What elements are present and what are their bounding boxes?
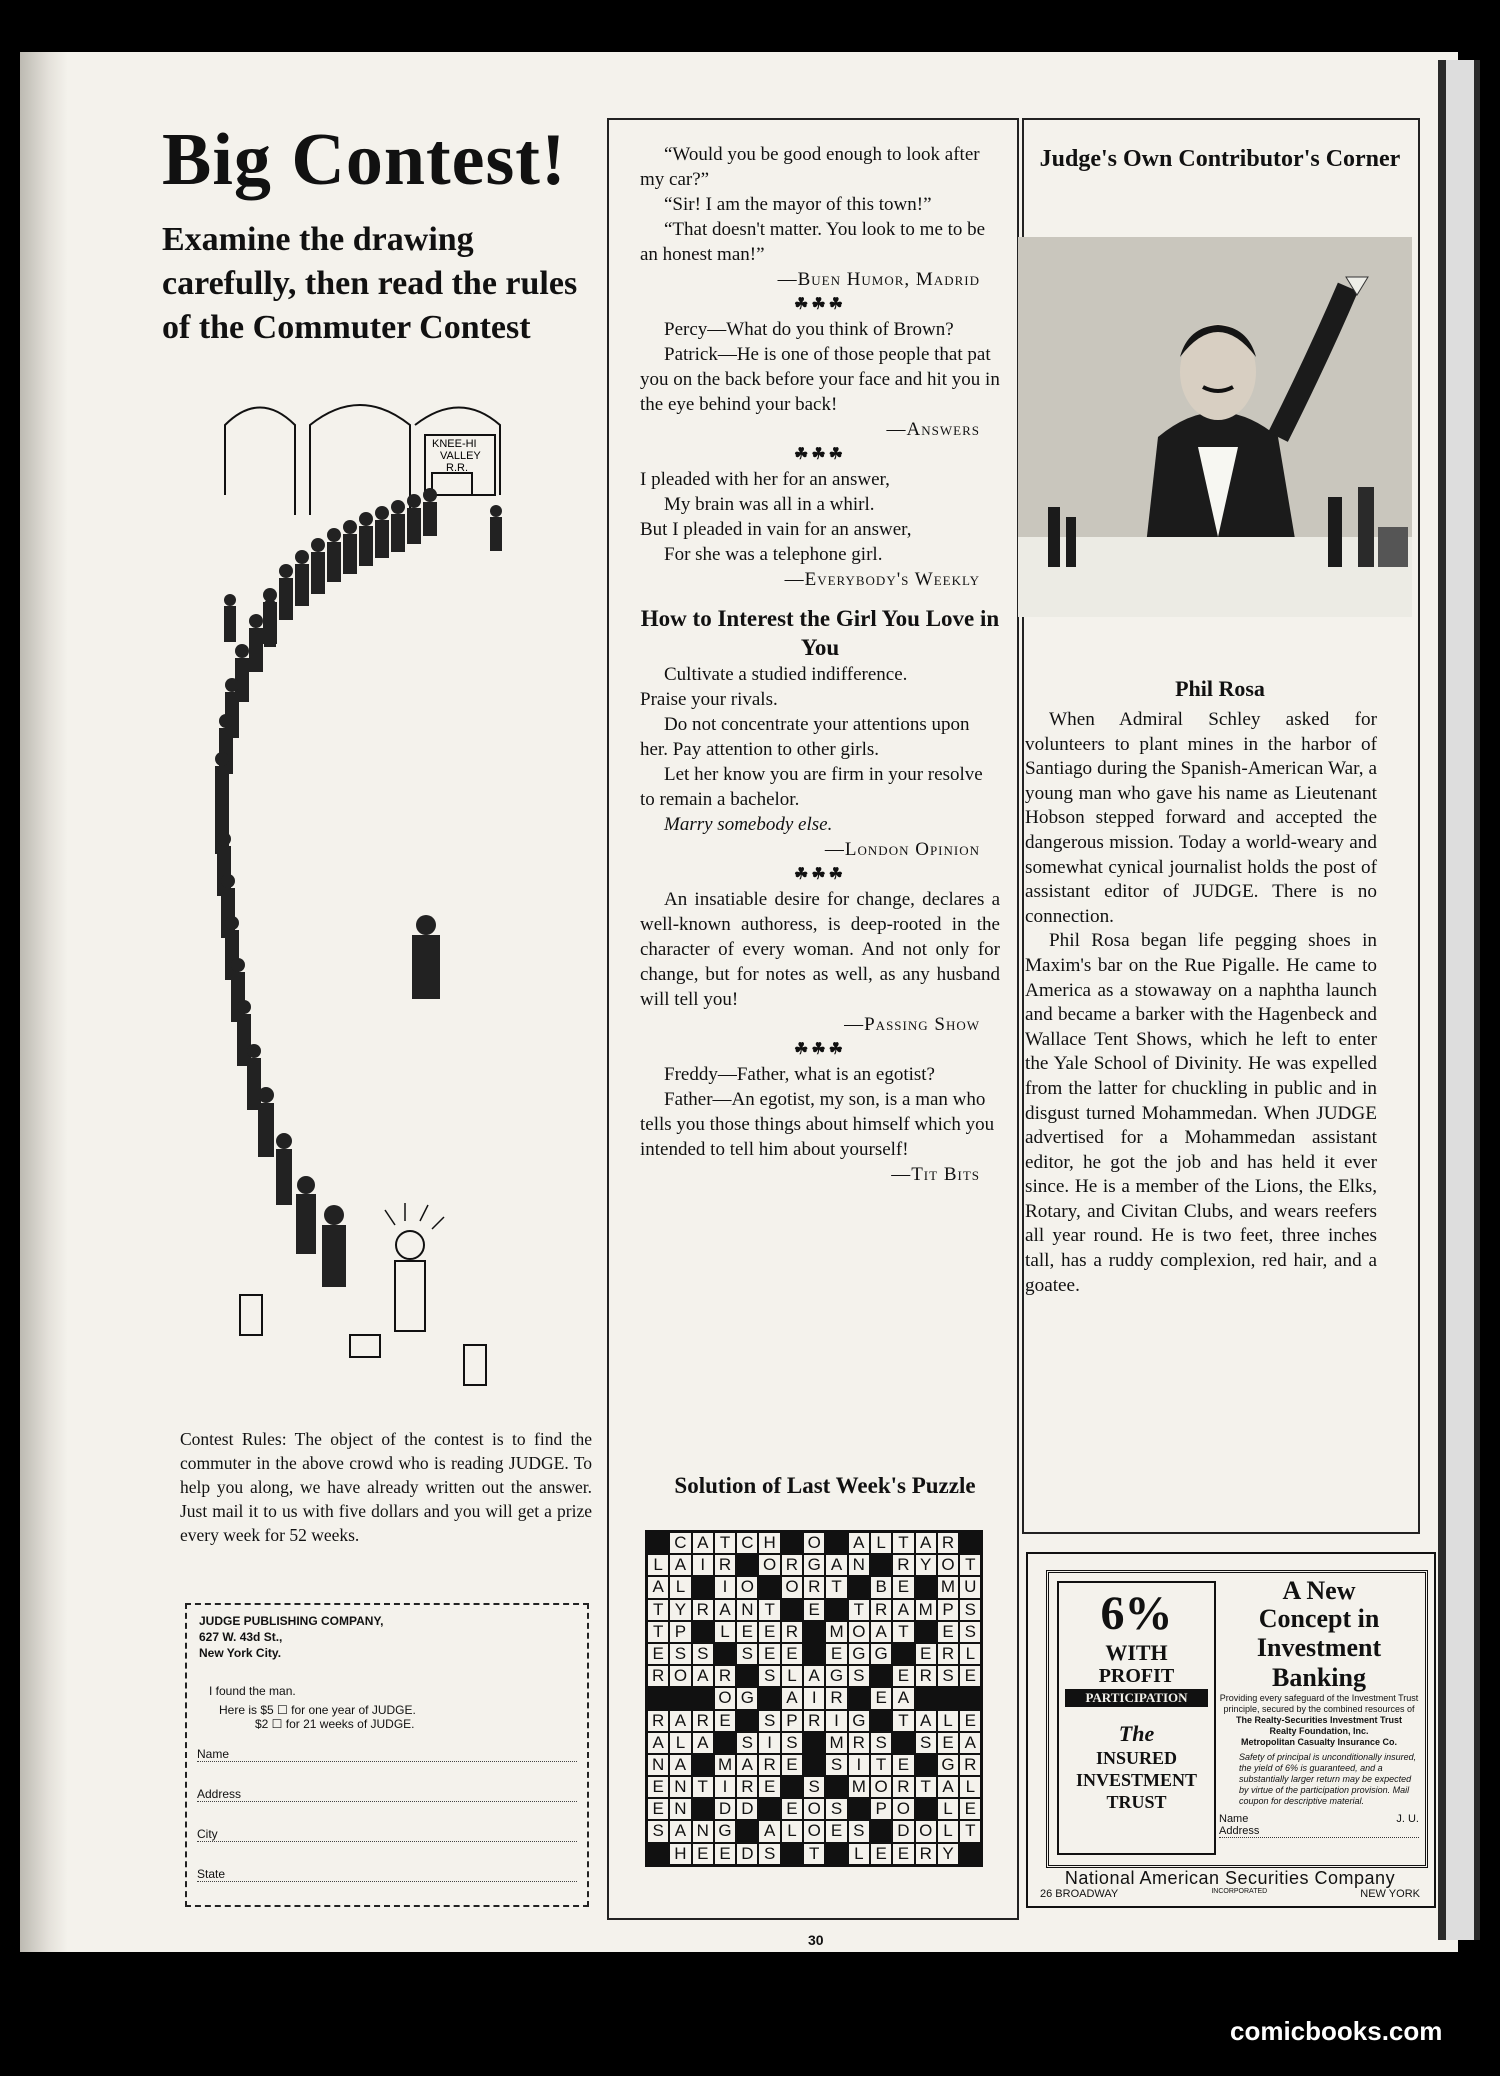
crossword-letter-cell: A: [669, 1554, 691, 1576]
crossword-letter-cell: I: [758, 1732, 780, 1754]
crossword-letter-cell: E: [692, 1843, 714, 1865]
crossword-letter-cell: R: [937, 1643, 959, 1665]
crossword-letter-cell: E: [825, 1820, 847, 1842]
crossword-letter-cell: A: [959, 1732, 981, 1754]
crossword-letter-cell: R: [714, 1554, 736, 1576]
crossword-letter-cell: M: [825, 1621, 847, 1643]
coupon-state-field[interactable]: State: [197, 1867, 577, 1882]
crossword-letter-cell: O: [669, 1665, 691, 1687]
crossword-letter-cell: E: [937, 1732, 959, 1754]
crossword-letter-cell: E: [803, 1599, 825, 1621]
crossword-black-cell: [870, 1820, 892, 1842]
crossword-letter-cell: O: [758, 1554, 780, 1576]
crossword-letter-cell: A: [669, 1754, 691, 1776]
crossword-letter-cell: L: [937, 1820, 959, 1842]
crossword-letter-cell: T: [848, 1599, 870, 1621]
crossword-letter-cell: I: [848, 1754, 870, 1776]
crossword-black-cell: [803, 1621, 825, 1643]
crossword-letter-cell: L: [959, 1643, 981, 1665]
crossword-letter-cell: S: [758, 1710, 780, 1732]
crossword-letter-cell: G: [825, 1665, 847, 1687]
puzzle-title: Solution of Last Week's Puzzle: [674, 1473, 976, 1498]
crossword-black-cell: [736, 1554, 758, 1576]
coupon-street: 627 W. 43d St.,: [199, 1630, 283, 1644]
crossword-letter-cell: E: [714, 1710, 736, 1732]
crossword-letter-cell: I: [714, 1776, 736, 1798]
crossword-letter-cell: A: [714, 1599, 736, 1621]
crossword-letter-cell: R: [736, 1776, 758, 1798]
crossword-letter-cell: T: [803, 1843, 825, 1865]
crossword-grid: [645, 1530, 983, 1867]
crossword-letter-cell: T: [870, 1754, 892, 1776]
crossword-letter-cell: R: [692, 1599, 714, 1621]
crossword-black-cell: [959, 1843, 981, 1865]
crossword-letter-cell: E: [959, 1798, 981, 1820]
commuter-cartoon: [200, 395, 600, 1410]
crossword-letter-cell: S: [848, 1820, 870, 1842]
crossword-letter-cell: M: [848, 1776, 870, 1798]
crossword-letter-cell: T: [959, 1554, 981, 1576]
crossword-black-cell: [758, 1576, 780, 1598]
crossword-letter-cell: T: [758, 1599, 780, 1621]
crossword-letter-cell: P: [870, 1798, 892, 1820]
crossword-letter-cell: N: [669, 1798, 691, 1820]
coupon-city-field[interactable]: City: [197, 1827, 577, 1842]
crossword-letter-cell: E: [647, 1643, 669, 1665]
crossword-letter-cell: T: [825, 1576, 847, 1598]
crossword-black-cell: [825, 1532, 847, 1554]
crossword-letter-cell: O: [803, 1798, 825, 1820]
crossword-letter-cell: U: [959, 1576, 981, 1598]
crossword-letter-cell: O: [781, 1576, 803, 1598]
crossword-letter-cell: G: [714, 1820, 736, 1842]
crossword-letter-cell: O: [803, 1820, 825, 1842]
contest-rules: Contest Rules: The object of the contest is to find the commuter in the above crowd who is reading JUDGE. To help you along, we have already written out the answer. Just mail it to us with five dollars and you will get a prize every week for 52 weeks.: [180, 1429, 592, 1545]
ad-left-panel: 6% WITH PROFIT PARTICIPATION The INSURED INVESTMENT TRUST: [1057, 1581, 1216, 1855]
crossword-black-cell: [915, 1687, 937, 1709]
crossword-letter-cell: L: [937, 1710, 959, 1732]
cartoon-sign-line2: VALLEY: [440, 450, 481, 462]
crossword-letter-cell: R: [892, 1554, 914, 1576]
joke-brown-source: —Answers: [886, 419, 980, 440]
crossword-letter-cell: L: [781, 1820, 803, 1842]
crossword-letter-cell: G: [736, 1687, 758, 1709]
crossword-letter-cell: S: [937, 1665, 959, 1687]
crossword-letter-cell: E: [781, 1643, 803, 1665]
crossword-black-cell: [781, 1843, 803, 1865]
crossword-letter-cell: G: [937, 1754, 959, 1776]
crossword-black-cell: [803, 1643, 825, 1665]
crossword-letter-cell: R: [803, 1710, 825, 1732]
crossword-letter-cell: O: [892, 1798, 914, 1820]
crossword-black-cell: [870, 1710, 892, 1732]
crossword-letter-cell: R: [892, 1776, 914, 1798]
crossword-black-cell: [781, 1532, 803, 1554]
crossword-letter-cell: A: [915, 1532, 937, 1554]
contributor-name: Phil Rosa: [1175, 676, 1265, 701]
crossword-black-cell: [915, 1754, 937, 1776]
crossword-letter-cell: L: [959, 1776, 981, 1798]
crossword-black-cell: [959, 1532, 981, 1554]
coupon-name-field[interactable]: Name: [197, 1747, 577, 1762]
coupon-option-year[interactable]: Here is $5 ☐ for one year of JUDGE.: [219, 1703, 416, 1717]
contributor-corner-title: Judge's Own Contributor's Corner: [1039, 146, 1401, 172]
crossword-letter-cell: T: [892, 1710, 914, 1732]
crossword-letter-cell: R: [692, 1710, 714, 1732]
crossword-black-cell: [825, 1599, 847, 1621]
crossword-letter-cell: A: [892, 1599, 914, 1621]
joke-mayor: “Would you be good enough to look after my car?” “Sir! I am the mayor of this town!” “That doesn't matter. You look to me to be an honest man!” —Buen Humor, Madrid ☘☘☘ Percy—What do you think of Brown? Patrick—He is one of those people that pat you on the back before your face and hit you in the eye behind your back! —Answers ☘☘☘ I pleaded with her for an answer, My brain was all in a whirl. But I pleaded in vain for an answer, For she was a telephone girl. —Everybody's Weekly How to Interest the Girl You Love in You Cultivate a studied indifference. Praise your rivals. Do not concentrate your attentions upon her. Pay attention to other girls. Let her know you are firm in your resolve to remain a bachelor. Marry somebody else. —London Opinion ☘☘☘ An insatiable desire for change, declares a well-known authoress, is deep-rooted in the character of every woman. And not only for change, but for notes as well, as any husband will tell you! —Passing Show ☘☘☘ Freddy—Father, what is an egotist? Father—An egotist, my son, is a man who tells you those things about himself which you intended to tell him about yourself! —Tit Bits: [640, 144, 1000, 1185]
crossword-letter-cell: A: [669, 1710, 691, 1732]
crossword-letter-cell: S: [825, 1798, 847, 1820]
crossword-letter-cell: H: [758, 1532, 780, 1554]
crossword-letter-cell: O: [915, 1820, 937, 1842]
coupon-company: JUDGE PUBLISHING COMPANY,: [199, 1614, 384, 1628]
crossword-letter-cell: R: [647, 1710, 669, 1732]
site-watermark: comicbooks.com: [1230, 2016, 1443, 2046]
crossword-letter-cell: R: [915, 1843, 937, 1865]
crossword-letter-cell: M: [714, 1754, 736, 1776]
coupon-address-field[interactable]: Address: [197, 1787, 577, 1802]
crossword-letter-cell: A: [803, 1665, 825, 1687]
crossword-letter-cell: C: [736, 1532, 758, 1554]
crossword-letter-cell: L: [669, 1732, 691, 1754]
page-binding: [20, 52, 68, 1952]
crossword-letter-cell: S: [915, 1732, 937, 1754]
crossword-letter-cell: G: [848, 1710, 870, 1732]
crossword-black-cell: [692, 1754, 714, 1776]
crossword-letter-cell: L: [647, 1554, 669, 1576]
crossword-letter-cell: E: [870, 1843, 892, 1865]
crossword-letter-cell: B: [870, 1576, 892, 1598]
crossword-letter-cell: E: [892, 1843, 914, 1865]
crossword-letter-cell: R: [915, 1665, 937, 1687]
crossword-letter-cell: L: [870, 1532, 892, 1554]
crossword-letter-cell: R: [647, 1665, 669, 1687]
crossword-letter-cell: I: [692, 1554, 714, 1576]
cartoon-sign-line3: R.R.: [446, 462, 468, 474]
crossword-letter-cell: A: [892, 1687, 914, 1709]
crossword-letter-cell: Y: [937, 1843, 959, 1865]
crossword-letter-cell: P: [781, 1710, 803, 1732]
crossword-letter-cell: E: [892, 1754, 914, 1776]
crossword-letter-cell: S: [959, 1599, 981, 1621]
crossword-letter-cell: S: [825, 1754, 847, 1776]
ad-right-panel: A New Concept in Investment Banking Providing every safeguard of the Investment Trust principle, secured by the combined resources of The Realty-Securities Investment Trust Realty Foundation, Inc. Metropolitan Casualty Insurance Co. Safety of principal is unconditionally insured, the yield of 6% is guaranteed, and a substantially larger return may be expected by virtue of the participation provision. Mail coupon for descriptive material. Name J. U. Address: [1219, 1576, 1419, 1837]
divider-stars: ☘☘☘: [793, 296, 847, 313]
crossword-letter-cell: S: [647, 1820, 669, 1842]
crossword-letter-cell: S: [669, 1643, 691, 1665]
crossword-letter-cell: S: [848, 1665, 870, 1687]
crossword-letter-cell: L: [669, 1576, 691, 1598]
crossword-letter-cell: E: [959, 1665, 981, 1687]
crossword-letter-cell: I: [714, 1576, 736, 1598]
investment-advertisement: 6% WITH PROFIT PARTICIPATION The INSURED INVESTMENT TRUST A New Concept in Investment Banking Providing every safeguard of the Investment Trust principle, secured by the combined resources of The Realty-Securities Investment Trust Realty Foundation, Inc. Metropolitan Casualty Insurance Co. Safety of principal is unconditionally insured, the yield of 6% is guaranteed, and a substantially larger return may be expected by virtue of the participation provision. Mail coupon for descriptive material. Name J. U. Address National American Securities Company 26 BROADWAY INCORPORATED NEW YORK: [1026, 1552, 1436, 1908]
crossword-letter-cell: A: [870, 1621, 892, 1643]
crossword-black-cell: [825, 1843, 847, 1865]
crossword-black-cell: [647, 1843, 669, 1865]
crossword-letter-cell: R: [781, 1554, 803, 1576]
crossword-letter-cell: T: [892, 1532, 914, 1554]
crossword-letter-cell: A: [781, 1687, 803, 1709]
crossword-letter-cell: R: [781, 1621, 803, 1643]
crossword-black-cell: [714, 1732, 736, 1754]
crossword-letter-cell: A: [647, 1732, 669, 1754]
crossword-letter-cell: T: [647, 1621, 669, 1643]
crossword-letter-cell: E: [758, 1643, 780, 1665]
crossword-letter-cell: E: [892, 1665, 914, 1687]
crossword-black-cell: [937, 1687, 959, 1709]
crossword-letter-cell: T: [959, 1820, 981, 1842]
crossword-black-cell: [758, 1798, 780, 1820]
crossword-black-cell: [803, 1732, 825, 1754]
crossword-letter-cell: S: [870, 1732, 892, 1754]
crossword-letter-cell: S: [736, 1643, 758, 1665]
crossword-letter-cell: D: [892, 1820, 914, 1842]
crossword-letter-cell: L: [848, 1843, 870, 1865]
crossword-letter-cell: E: [736, 1621, 758, 1643]
cartoon-sign-line1: KNEE-HI: [432, 438, 477, 450]
crossword-black-cell: [892, 1643, 914, 1665]
crossword-black-cell: [803, 1754, 825, 1776]
crossword-letter-cell: A: [848, 1532, 870, 1554]
crossword-letter-cell: N: [647, 1754, 669, 1776]
poem-source: —Everybody's Weekly: [784, 569, 980, 590]
crossword-letter-cell: E: [758, 1621, 780, 1643]
crossword-letter-cell: A: [736, 1754, 758, 1776]
crossword-letter-cell: R: [825, 1687, 847, 1709]
crossword-letter-cell: H: [669, 1843, 691, 1865]
crossword-black-cell: [669, 1687, 691, 1709]
ad-company-name: National American Securities Company: [1064, 1868, 1396, 1888]
crossword-black-cell: [781, 1599, 803, 1621]
crossword-letter-cell: E: [781, 1798, 803, 1820]
article-source: —London Opinion: [824, 839, 980, 860]
crossword-black-cell: [848, 1798, 870, 1820]
crossword-letter-cell: E: [870, 1687, 892, 1709]
joke-change-source: —Passing Show: [844, 1014, 980, 1035]
joke-mayor-source: —Buen Humor, Madrid: [777, 269, 980, 290]
crossword-letter-cell: O: [803, 1532, 825, 1554]
crossword-letter-cell: S: [692, 1643, 714, 1665]
crossword-letter-cell: E: [647, 1798, 669, 1820]
joke-egotist-source: —Tit Bits: [891, 1164, 980, 1185]
crossword-letter-cell: M: [937, 1576, 959, 1598]
crossword-black-cell: [915, 1798, 937, 1820]
page-number: 30: [808, 1932, 824, 1948]
crossword-black-cell: [736, 1820, 758, 1842]
crossword-letter-cell: I: [803, 1687, 825, 1709]
crossword-letter-cell: S: [758, 1665, 780, 1687]
crossword-letter-cell: P: [937, 1599, 959, 1621]
crossword-letter-cell: N: [669, 1776, 691, 1798]
crossword-letter-cell: Y: [669, 1599, 691, 1621]
crossword-letter-cell: D: [736, 1843, 758, 1865]
crossword-letter-cell: E: [915, 1643, 937, 1665]
crossword-letter-cell: O: [870, 1776, 892, 1798]
crossword-letter-cell: A: [692, 1732, 714, 1754]
crossword-letter-cell: A: [825, 1554, 847, 1576]
crossword-black-cell: [870, 1665, 892, 1687]
crossword-letter-cell: T: [915, 1776, 937, 1798]
coupon-city: New York City.: [199, 1646, 282, 1660]
crossword-letter-cell: E: [781, 1754, 803, 1776]
crossword-letter-cell: A: [758, 1820, 780, 1842]
crossword-black-cell: [647, 1532, 669, 1554]
crossword-letter-cell: C: [669, 1532, 691, 1554]
crossword-letter-cell: N: [692, 1820, 714, 1842]
crossword-letter-cell: G: [848, 1643, 870, 1665]
article-title: How to Interest the Girl You Love in You: [640, 606, 1000, 660]
crossword-letter-cell: E: [959, 1710, 981, 1732]
crossword-letter-cell: S: [781, 1732, 803, 1754]
ad-coupon-address[interactable]: Address: [1219, 1825, 1419, 1838]
crossword-letter-cell: D: [736, 1798, 758, 1820]
crossword-letter-cell: O: [736, 1576, 758, 1598]
crossword-black-cell: [959, 1687, 981, 1709]
crossword-letter-cell: S: [736, 1732, 758, 1754]
crossword-black-cell: [692, 1687, 714, 1709]
ad-percent: 6%: [1100, 1587, 1173, 1640]
crossword-letter-cell: R: [870, 1599, 892, 1621]
crossword-letter-cell: N: [736, 1599, 758, 1621]
crossword-black-cell: [848, 1576, 870, 1598]
crossword-black-cell: [692, 1621, 714, 1643]
crossword-black-cell: [736, 1665, 758, 1687]
crossword-letter-cell: S: [959, 1621, 981, 1643]
crossword-letter-cell: O: [937, 1554, 959, 1576]
crossword-black-cell: [915, 1576, 937, 1598]
crossword-letter-cell: A: [692, 1665, 714, 1687]
crossword-letter-cell: R: [848, 1732, 870, 1754]
crossword-black-cell: [758, 1687, 780, 1709]
crossword-letter-cell: D: [714, 1798, 736, 1820]
contributor-bio: When Admiral Schley asked for volunteers to plant mines in the harbor of Santiago during the Spanish-American War, a young man who gave his name as Lieutenant Hobson stepped forward and accepted the dangerous mission. Today a world-weary and somewhat cynical journalist holds the post of assistant editor of JUDGE. There is no connection. Phil Rosa began life pegging shoes in Maxim's bar on the Rue Pigalle. He came to America as a stowaway on a naphtha launch and became a barker with the Hagenbeck and Wallace Tent Shows, which he left to enter the Yale School of Divinity. He was expelled from the latter for chuckling in public and in disgust turned Mohammedan. When JUDGE advertised for a Mohammedan assistant editor, he got the job and has held it ever since. He is a member of the Lions, the Elks, Rotary, and Civitan Clubs, and wears reefers all year round. He is two feet, three inches tall, has a ruddy complexion, red hair, and a goatee.: [1025, 709, 1377, 1296]
crossword-letter-cell: O: [714, 1687, 736, 1709]
crossword-letter-cell: T: [714, 1532, 736, 1554]
crossword-letter-cell: E: [714, 1843, 736, 1865]
crossword-letter-cell: R: [937, 1532, 959, 1554]
crossword-letter-cell: R: [758, 1754, 780, 1776]
coupon-option-weeks[interactable]: $2 ☐ for 21 weeks of JUDGE.: [255, 1717, 415, 1731]
crossword-letter-cell: E: [937, 1621, 959, 1643]
crossword-black-cell: [825, 1776, 847, 1798]
crossword-letter-cell: M: [825, 1732, 847, 1754]
crossword-letter-cell: Y: [915, 1554, 937, 1576]
crossword-letter-cell: S: [803, 1776, 825, 1798]
crossword-letter-cell: R: [803, 1576, 825, 1598]
crossword-letter-cell: O: [848, 1621, 870, 1643]
crossword-black-cell: [692, 1798, 714, 1820]
contest-subtitle: Examine the drawing carefully, then read the rules of the Commuter Contest: [162, 221, 578, 346]
crossword-letter-cell: N: [848, 1554, 870, 1576]
crossword-letter-cell: G: [803, 1554, 825, 1576]
crossword-letter-cell: E: [647, 1776, 669, 1798]
crossword-black-cell: [915, 1621, 937, 1643]
crossword-letter-cell: M: [915, 1599, 937, 1621]
crossword-black-cell: [647, 1687, 669, 1709]
crossword-black-cell: [736, 1710, 758, 1732]
ad-coupon-name[interactable]: Name: [1219, 1813, 1249, 1825]
crossword-letter-cell: A: [692, 1532, 714, 1554]
book-edge: [1438, 60, 1480, 1940]
crossword-black-cell: [781, 1776, 803, 1798]
order-coupon: [185, 1603, 589, 1907]
crossword-letter-cell: T: [692, 1776, 714, 1798]
crossword-black-cell: [714, 1643, 736, 1665]
crossword-letter-cell: R: [714, 1665, 736, 1687]
crossword-letter-cell: A: [647, 1576, 669, 1598]
contest-title: Big Contest!: [162, 119, 567, 201]
crossword-letter-cell: A: [937, 1776, 959, 1798]
crossword-letter-cell: T: [892, 1621, 914, 1643]
crossword-letter-cell: E: [825, 1643, 847, 1665]
crossword-letter-cell: G: [870, 1643, 892, 1665]
crossword-letter-cell: A: [669, 1820, 691, 1842]
crossword-letter-cell: L: [781, 1665, 803, 1687]
crossword-letter-cell: L: [937, 1798, 959, 1820]
coupon-found-text: I found the man.: [209, 1684, 296, 1698]
crossword-letter-cell: L: [714, 1621, 736, 1643]
crossword-black-cell: [870, 1554, 892, 1576]
contributor-photo: [1018, 237, 1412, 617]
crossword-letter-cell: A: [915, 1710, 937, 1732]
crossword-black-cell: [692, 1576, 714, 1598]
crossword-black-cell: [892, 1732, 914, 1754]
crossword-letter-cell: I: [825, 1710, 847, 1732]
crossword-letter-cell: S: [758, 1843, 780, 1865]
crossword-black-cell: [848, 1687, 870, 1709]
crossword-letter-cell: E: [892, 1576, 914, 1598]
crossword-letter-cell: P: [669, 1621, 691, 1643]
crossword-letter-cell: T: [647, 1599, 669, 1621]
crossword-letter-cell: R: [959, 1754, 981, 1776]
crossword-letter-cell: E: [758, 1776, 780, 1798]
